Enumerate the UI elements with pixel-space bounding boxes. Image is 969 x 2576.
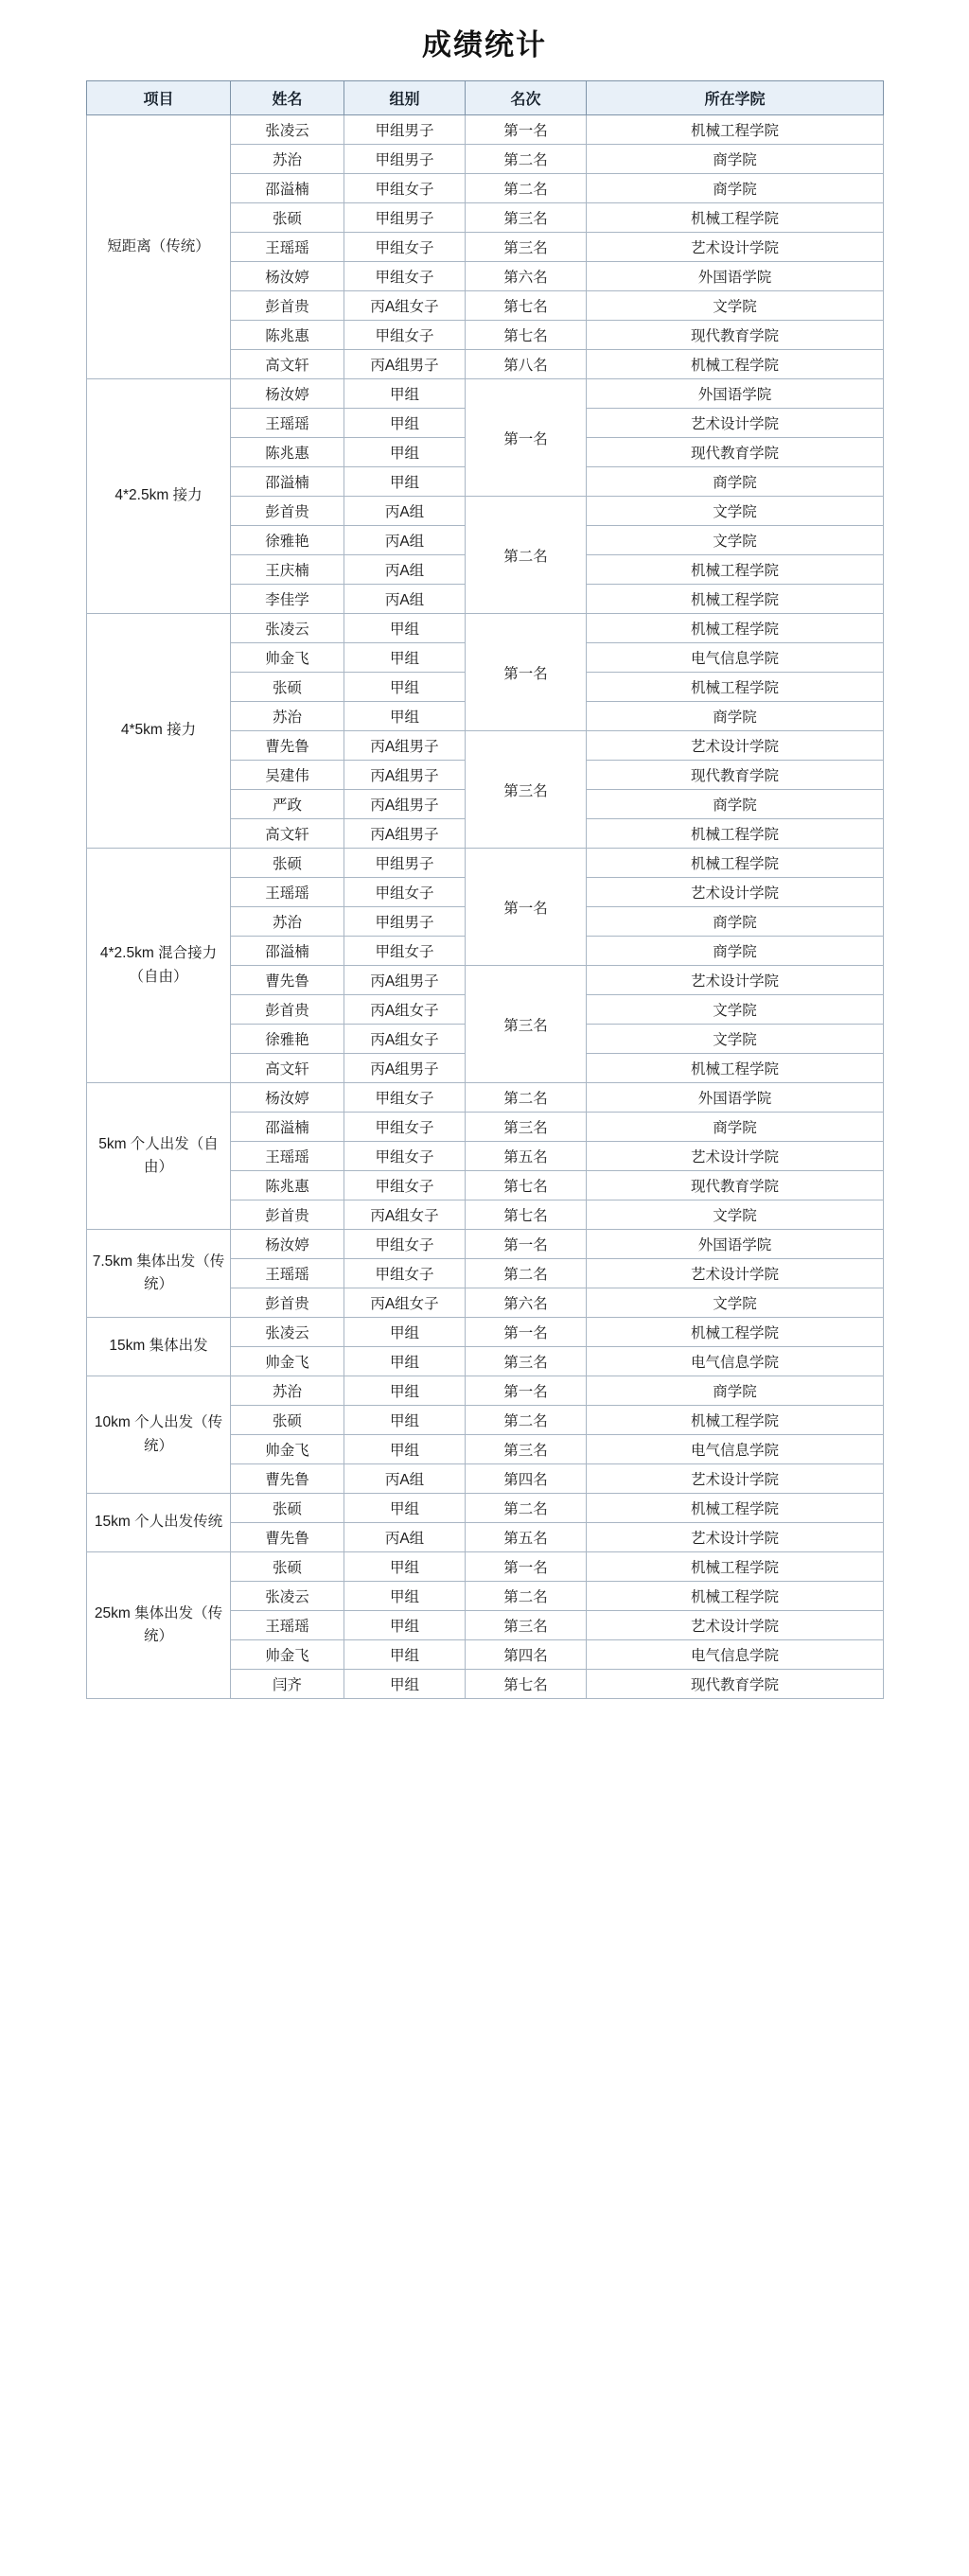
group-cell: 甲组男子 — [344, 203, 466, 233]
athlete-name-cell: 严政 — [231, 790, 344, 819]
rank-cell: 第七名 — [466, 291, 587, 321]
athlete-name-cell: 张硕 — [231, 1406, 344, 1435]
athlete-name-cell: 邵溢楠 — [231, 937, 344, 966]
rank-cell: 第一名 — [466, 379, 587, 497]
group-cell: 甲组男子 — [344, 145, 466, 174]
school-cell: 商学院 — [587, 1113, 884, 1142]
school-cell: 文学院 — [587, 1288, 884, 1318]
results-table-wrapper — [86, 80, 883, 1699]
event-cell: 10km 个人出发（传统） — [87, 1376, 231, 1494]
event-cell: 4*5km 接力 — [87, 614, 231, 849]
school-cell: 现代教育学院 — [587, 1171, 884, 1200]
group-cell: 甲组 — [344, 1611, 466, 1640]
athlete-name-cell: 邵溢楠 — [231, 467, 344, 497]
rank-cell: 第二名 — [466, 1259, 587, 1288]
group-cell: 丙A组男子 — [344, 966, 466, 995]
athlete-name-cell: 陈兆惠 — [231, 321, 344, 350]
rank-cell: 第二名 — [466, 1406, 587, 1435]
group-cell: 丙A组 — [344, 497, 466, 526]
athlete-name-cell: 彭首贵 — [231, 1288, 344, 1318]
rank-cell: 第一名 — [466, 115, 587, 145]
school-cell: 艺术设计学院 — [587, 1523, 884, 1552]
school-cell: 电气信息学院 — [587, 1435, 884, 1464]
group-cell: 丙A组女子 — [344, 1025, 466, 1054]
column-header-event: 项目 — [87, 81, 231, 115]
group-cell: 甲组女子 — [344, 1171, 466, 1200]
athlete-name-cell: 张凌云 — [231, 115, 344, 145]
group-cell: 甲组 — [344, 438, 466, 467]
group-cell: 甲组 — [344, 1376, 466, 1406]
athlete-name-cell: 王瑶瑶 — [231, 1259, 344, 1288]
school-cell: 艺术设计学院 — [587, 1259, 884, 1288]
athlete-name-cell: 帅金飞 — [231, 1435, 344, 1464]
athlete-name-cell: 曹先鲁 — [231, 1523, 344, 1552]
school-cell: 机械工程学院 — [587, 849, 884, 878]
school-cell: 文学院 — [587, 995, 884, 1025]
school-cell: 商学院 — [587, 790, 884, 819]
athlete-name-cell: 曹先鲁 — [231, 731, 344, 761]
event-cell: 15km 个人出发传统 — [87, 1494, 231, 1552]
group-cell: 甲组 — [344, 1406, 466, 1435]
table-header-row — [87, 81, 884, 115]
school-cell: 外国语学院 — [587, 262, 884, 291]
group-cell: 甲组女子 — [344, 1083, 466, 1113]
table-row — [87, 1083, 884, 1113]
school-cell: 机械工程学院 — [587, 614, 884, 643]
event-cell: 4*2.5km 混合接力（自由） — [87, 849, 231, 1083]
athlete-name-cell: 吴建伟 — [231, 761, 344, 790]
athlete-name-cell: 杨汝婷 — [231, 262, 344, 291]
athlete-name-cell: 王瑶瑶 — [231, 878, 344, 907]
school-cell: 现代教育学院 — [587, 761, 884, 790]
rank-cell: 第七名 — [466, 1200, 587, 1230]
school-cell: 商学院 — [587, 467, 884, 497]
school-cell: 现代教育学院 — [587, 438, 884, 467]
table-row — [87, 1376, 884, 1406]
athlete-name-cell: 高文轩 — [231, 819, 344, 849]
rank-cell: 第七名 — [466, 1670, 587, 1699]
group-cell: 丙A组女子 — [344, 995, 466, 1025]
athlete-name-cell: 苏治 — [231, 702, 344, 731]
event-cell: 短距离（传统） — [87, 115, 231, 379]
athlete-name-cell: 王瑶瑶 — [231, 409, 344, 438]
group-cell: 甲组女子 — [344, 1230, 466, 1259]
group-cell: 丙A组 — [344, 1464, 466, 1494]
school-cell: 机械工程学院 — [587, 1582, 884, 1611]
group-cell: 甲组 — [344, 1552, 466, 1582]
rank-cell: 第三名 — [466, 966, 587, 1083]
rank-cell: 第一名 — [466, 849, 587, 966]
school-cell: 艺术设计学院 — [587, 731, 884, 761]
athlete-name-cell: 陈兆惠 — [231, 438, 344, 467]
school-cell: 机械工程学院 — [587, 1406, 884, 1435]
rank-cell: 第二名 — [466, 1582, 587, 1611]
athlete-name-cell: 张硕 — [231, 673, 344, 702]
athlete-name-cell: 闫齐 — [231, 1670, 344, 1699]
school-cell: 电气信息学院 — [587, 1347, 884, 1376]
group-cell: 丙A组男子 — [344, 819, 466, 849]
group-cell: 甲组女子 — [344, 321, 466, 350]
group-cell: 丙A组男子 — [344, 1054, 466, 1083]
group-cell: 甲组 — [344, 673, 466, 702]
athlete-name-cell: 彭首贵 — [231, 995, 344, 1025]
school-cell: 外国语学院 — [587, 1083, 884, 1113]
athlete-name-cell: 苏治 — [231, 1376, 344, 1406]
school-cell: 艺术设计学院 — [587, 1464, 884, 1494]
school-cell: 商学院 — [587, 1376, 884, 1406]
table-row — [87, 614, 884, 643]
rank-cell: 第一名 — [466, 1376, 587, 1406]
group-cell: 丙A组男子 — [344, 761, 466, 790]
group-cell: 甲组女子 — [344, 1113, 466, 1142]
rank-cell: 第七名 — [466, 1171, 587, 1200]
event-cell: 4*2.5km 接力 — [87, 379, 231, 614]
athlete-name-cell: 张硕 — [231, 1552, 344, 1582]
group-cell: 丙A组 — [344, 1523, 466, 1552]
athlete-name-cell: 曹先鲁 — [231, 1464, 344, 1494]
school-cell: 机械工程学院 — [587, 1318, 884, 1347]
group-cell: 甲组 — [344, 1670, 466, 1699]
school-cell: 外国语学院 — [587, 1230, 884, 1259]
school-cell: 艺术设计学院 — [587, 1142, 884, 1171]
rank-cell: 第三名 — [466, 1113, 587, 1142]
school-cell: 文学院 — [587, 526, 884, 555]
rank-cell: 第二名 — [466, 174, 587, 203]
school-cell: 现代教育学院 — [587, 321, 884, 350]
column-header-rank: 名次 — [466, 81, 587, 115]
group-cell: 甲组女子 — [344, 937, 466, 966]
group-cell: 丙A组男子 — [344, 350, 466, 379]
athlete-name-cell: 杨汝婷 — [231, 379, 344, 409]
rank-cell: 第六名 — [466, 1288, 587, 1318]
athlete-name-cell: 李佳学 — [231, 585, 344, 614]
athlete-name-cell: 高文轩 — [231, 1054, 344, 1083]
page-title: 成绩统计 — [422, 28, 547, 62]
event-cell: 5km 个人出发（自由） — [87, 1083, 231, 1230]
results-table — [86, 80, 884, 1699]
group-cell: 丙A组女子 — [344, 291, 466, 321]
athlete-name-cell: 彭首贵 — [231, 291, 344, 321]
school-cell: 商学院 — [587, 145, 884, 174]
athlete-name-cell: 彭首贵 — [231, 497, 344, 526]
athlete-name-cell: 张硕 — [231, 849, 344, 878]
table-row — [87, 1230, 884, 1259]
group-cell: 甲组女子 — [344, 1259, 466, 1288]
group-cell: 甲组 — [344, 643, 466, 673]
event-cell: 7.5km 集体出发（传统） — [87, 1230, 231, 1318]
school-cell: 电气信息学院 — [587, 643, 884, 673]
table-body — [87, 115, 884, 1699]
group-cell: 甲组 — [344, 1582, 466, 1611]
athlete-name-cell: 曹先鲁 — [231, 966, 344, 995]
column-header-group: 组别 — [344, 81, 466, 115]
athlete-name-cell: 杨汝婷 — [231, 1230, 344, 1259]
rank-cell: 第四名 — [466, 1464, 587, 1494]
school-cell: 商学院 — [587, 937, 884, 966]
group-cell: 甲组 — [344, 467, 466, 497]
rank-cell: 第三名 — [466, 731, 587, 849]
athlete-name-cell: 张硕 — [231, 1494, 344, 1523]
athlete-name-cell: 王瑶瑶 — [231, 233, 344, 262]
school-cell: 机械工程学院 — [587, 1552, 884, 1582]
school-cell: 文学院 — [587, 1200, 884, 1230]
table-row — [87, 115, 884, 145]
school-cell: 机械工程学院 — [587, 115, 884, 145]
rank-cell: 第一名 — [466, 1230, 587, 1259]
group-cell: 甲组 — [344, 409, 466, 438]
school-cell: 电气信息学院 — [587, 1640, 884, 1670]
group-cell: 甲组女子 — [344, 174, 466, 203]
school-cell: 商学院 — [587, 907, 884, 937]
athlete-name-cell: 彭首贵 — [231, 1200, 344, 1230]
rank-cell: 第三名 — [466, 233, 587, 262]
rank-cell: 第四名 — [466, 1640, 587, 1670]
group-cell: 丙A组 — [344, 526, 466, 555]
group-cell: 甲组 — [344, 614, 466, 643]
column-header-name: 姓名 — [231, 81, 344, 115]
school-cell: 文学院 — [587, 497, 884, 526]
group-cell: 甲组 — [344, 1435, 466, 1464]
group-cell: 甲组 — [344, 1640, 466, 1670]
rank-cell: 第五名 — [466, 1523, 587, 1552]
group-cell: 甲组 — [344, 1494, 466, 1523]
rank-cell: 第二名 — [466, 1494, 587, 1523]
athlete-name-cell: 张凌云 — [231, 614, 344, 643]
school-cell: 机械工程学院 — [587, 819, 884, 849]
rank-cell: 第一名 — [466, 1552, 587, 1582]
group-cell: 甲组男子 — [344, 907, 466, 937]
event-cell: 15km 集体出发 — [87, 1318, 231, 1376]
athlete-name-cell: 陈兆惠 — [231, 1171, 344, 1200]
school-cell: 艺术设计学院 — [587, 1611, 884, 1640]
rank-cell: 第二名 — [466, 145, 587, 174]
athlete-name-cell: 邵溢楠 — [231, 174, 344, 203]
group-cell: 甲组男子 — [344, 849, 466, 878]
school-cell: 机械工程学院 — [587, 1054, 884, 1083]
rank-cell: 第三名 — [466, 1347, 587, 1376]
school-cell: 商学院 — [587, 702, 884, 731]
school-cell: 机械工程学院 — [587, 350, 884, 379]
rank-cell: 第一名 — [466, 1318, 587, 1347]
athlete-name-cell: 王瑶瑶 — [231, 1142, 344, 1171]
rank-cell: 第三名 — [466, 1611, 587, 1640]
athlete-name-cell: 徐雅艳 — [231, 1025, 344, 1054]
athlete-name-cell: 张硕 — [231, 203, 344, 233]
table-row — [87, 1494, 884, 1523]
rank-cell: 第五名 — [466, 1142, 587, 1171]
rank-cell: 第七名 — [466, 321, 587, 350]
group-cell: 甲组 — [344, 702, 466, 731]
group-cell: 丙A组女子 — [344, 1200, 466, 1230]
school-cell: 文学院 — [587, 291, 884, 321]
school-cell: 商学院 — [587, 174, 884, 203]
table-row — [87, 849, 884, 878]
group-cell: 甲组女子 — [344, 1142, 466, 1171]
group-cell: 丙A组 — [344, 585, 466, 614]
athlete-name-cell: 张凌云 — [231, 1318, 344, 1347]
group-cell: 甲组 — [344, 1347, 466, 1376]
athlete-name-cell: 高文轩 — [231, 350, 344, 379]
group-cell: 丙A组男子 — [344, 731, 466, 761]
school-cell: 外国语学院 — [587, 379, 884, 409]
school-cell: 文学院 — [587, 1025, 884, 1054]
rank-cell: 第一名 — [466, 614, 587, 731]
athlete-name-cell: 帅金飞 — [231, 1640, 344, 1670]
school-cell: 机械工程学院 — [587, 203, 884, 233]
athlete-name-cell: 苏治 — [231, 907, 344, 937]
rank-cell: 第二名 — [466, 1083, 587, 1113]
table-header — [87, 81, 884, 115]
group-cell: 甲组女子 — [344, 233, 466, 262]
column-header-school: 所在学院 — [587, 81, 884, 115]
school-cell: 艺术设计学院 — [587, 409, 884, 438]
rank-cell: 第三名 — [466, 1435, 587, 1464]
table-row — [87, 1552, 884, 1582]
group-cell: 甲组女子 — [344, 262, 466, 291]
athlete-name-cell: 帅金飞 — [231, 643, 344, 673]
table-row — [87, 1318, 884, 1347]
group-cell: 甲组 — [344, 1318, 466, 1347]
athlete-name-cell: 帅金飞 — [231, 1347, 344, 1376]
group-cell: 丙A组男子 — [344, 790, 466, 819]
group-cell: 丙A组 — [344, 555, 466, 585]
rank-cell: 第八名 — [466, 350, 587, 379]
group-cell: 甲组女子 — [344, 878, 466, 907]
athlete-name-cell: 杨汝婷 — [231, 1083, 344, 1113]
school-cell: 机械工程学院 — [587, 555, 884, 585]
athlete-name-cell: 王瑶瑶 — [231, 1611, 344, 1640]
school-cell: 机械工程学院 — [587, 1494, 884, 1523]
event-cell: 25km 集体出发（传统） — [87, 1552, 231, 1699]
rank-cell: 第二名 — [466, 497, 587, 614]
group-cell: 丙A组女子 — [344, 1288, 466, 1318]
athlete-name-cell: 徐雅艳 — [231, 526, 344, 555]
athlete-name-cell: 王庆楠 — [231, 555, 344, 585]
athlete-name-cell: 苏治 — [231, 145, 344, 174]
table-row — [87, 379, 884, 409]
school-cell: 艺术设计学院 — [587, 878, 884, 907]
rank-cell: 第三名 — [466, 203, 587, 233]
rank-cell: 第六名 — [466, 262, 587, 291]
school-cell: 现代教育学院 — [587, 1670, 884, 1699]
athlete-name-cell: 张凌云 — [231, 1582, 344, 1611]
school-cell: 艺术设计学院 — [587, 966, 884, 995]
school-cell: 机械工程学院 — [587, 585, 884, 614]
group-cell: 甲组 — [344, 379, 466, 409]
group-cell: 甲组男子 — [344, 115, 466, 145]
school-cell: 机械工程学院 — [587, 673, 884, 702]
school-cell: 艺术设计学院 — [587, 233, 884, 262]
athlete-name-cell: 邵溢楠 — [231, 1113, 344, 1142]
